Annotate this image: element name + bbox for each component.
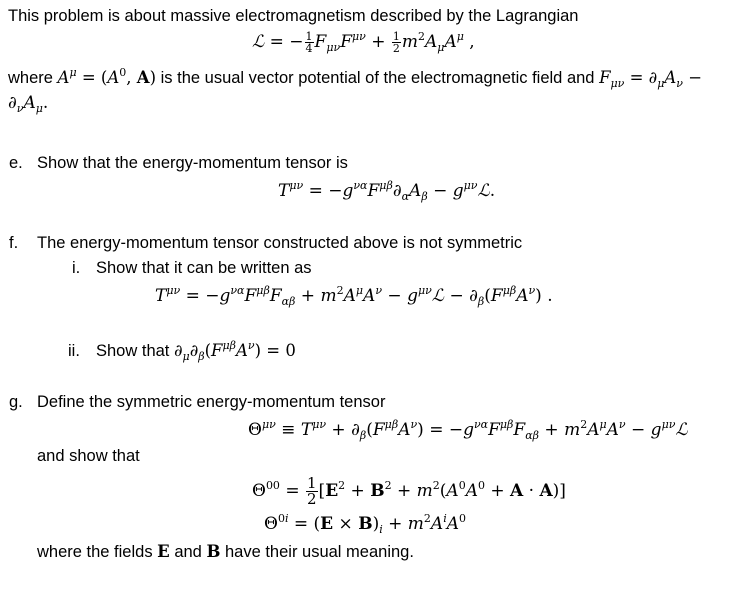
intro-middle: is the usual vector potential of the electromagnetic field and bbox=[156, 69, 600, 87]
field-b-symbol: B bbox=[206, 542, 221, 561]
symmetric-tensor-def: $\Theta^{\mu\nu} \equiv T^{\mu\nu} + \partial_\beta(F^{\mu\beta}A^\nu) = -g^{\nu\alpha}F^{\mu\beta}F_{\alpha\beta} + m^2A^\mu A^\nu$ − $g^{\mu\nu}ℒ$ bbox=[248, 418, 688, 442]
part-f-i-marker: i. bbox=[72, 259, 81, 277]
field-e-symbol: E bbox=[157, 542, 170, 561]
part-f-i-text: Show that it can be written as bbox=[96, 259, 312, 277]
field-tensor-def: $F_{\mu\nu} = \partial_\mu A_\nu$ − bbox=[599, 68, 703, 90]
part-f-text: The energy-momentum tensor constructed above is not symmetric bbox=[37, 234, 523, 252]
part-f-i bbox=[72, 258, 312, 278]
energy-density-eq: $\Theta^{00}$ = $\frac{1}{2}$ $[E^2 + B^2 + m^2(A^0A^0 + A \cdot A)]$ bbox=[252, 474, 566, 508]
divergence-eq: $\partial_\mu\partial_\beta(F^{\mu\beta}A^\nu) = 0$ bbox=[173, 339, 296, 363]
part-f bbox=[9, 233, 522, 253]
part-g-text: Define the symmetric energy-momentum tensor bbox=[37, 393, 386, 411]
part-f-ii bbox=[68, 340, 296, 362]
four-potential-def: $A^\mu = (A^0$, A) bbox=[57, 66, 157, 87]
closing-line bbox=[37, 541, 414, 563]
part-g bbox=[9, 392, 385, 412]
lagrangian-equation: ℒ = − $\frac{1}{4}$ $F_{\mu\nu}F^{\mu\nu}$ + $\frac{1}{2}$ $m^2A_\mu A^\mu$ , bbox=[252, 30, 475, 55]
momentum-density-eq: $\Theta^{0i} = (E \times B)_i + m^2A^iA^0$ bbox=[264, 512, 467, 536]
part-f-ii-text: Show that bbox=[96, 342, 170, 360]
part-e-marker: e. bbox=[9, 154, 23, 172]
part-e bbox=[9, 153, 348, 173]
part-f-ii-marker: ii. bbox=[68, 342, 80, 360]
intro-line-1: This problem is about massive electromagnetism described by the Lagrangian bbox=[8, 7, 579, 25]
closing-prefix: where the fields bbox=[37, 543, 158, 561]
closing-and: and bbox=[169, 543, 207, 561]
field-tensor-def-cont: $\partial_\nu A_\mu$. bbox=[8, 93, 49, 115]
part-e-text: Show that the energy-momentum tensor is bbox=[37, 154, 348, 172]
part-g-and-show: and show that bbox=[37, 447, 140, 465]
part-g-marker: g. bbox=[9, 393, 23, 411]
intro-line-2 bbox=[8, 67, 702, 89]
rewritten-tensor-eq: $T^{\mu\nu} = -g^{\nu\alpha}F^{\mu\beta}F_{\alpha\beta} + m^2A^\mu A^\nu$ − $g^{\mu\nu}ℒ - \partial_\beta(F^{\mu\beta}A^\nu)$ . bbox=[155, 284, 553, 308]
part-f-marker: f. bbox=[9, 234, 19, 252]
closing-suffix: have their usual meaning. bbox=[220, 543, 414, 561]
intro-where: where bbox=[8, 69, 58, 87]
energy-momentum-tensor-eq: $T^{\mu\nu} = -g^{\nu\alpha}F^{\mu\beta}\partial_\alpha A_\beta$ − $g^{\mu\nu}ℒ$. bbox=[278, 179, 496, 203]
